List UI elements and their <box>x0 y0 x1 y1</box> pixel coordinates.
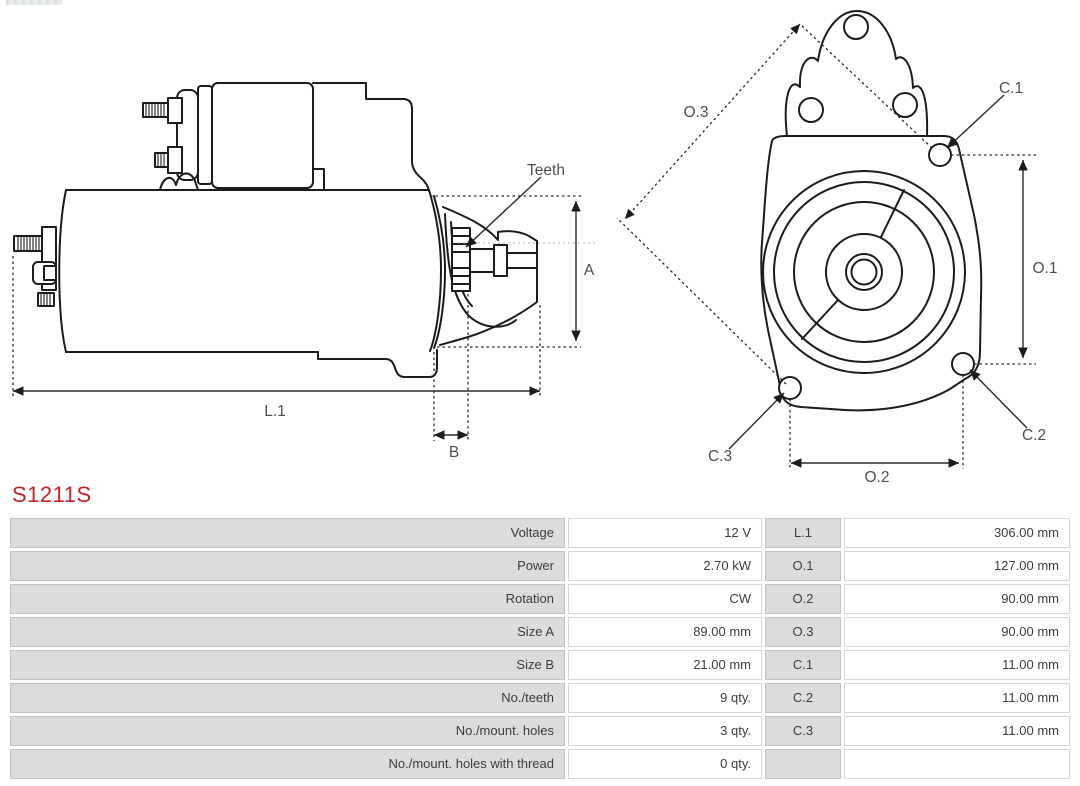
spec-row-value: 3 qty. <box>568 716 762 746</box>
spec-row-label: Size B <box>10 650 565 680</box>
dim-label-teeth: Teeth <box>527 162 565 179</box>
spec-row-dim-label: C.3 <box>765 716 841 746</box>
dim-label-a: A <box>583 262 595 279</box>
dim-label-b: B <box>448 444 460 461</box>
spec-row-label: No./mount. holes with thread <box>10 749 565 779</box>
spec-row-value: 2.70 kW <box>568 551 762 581</box>
spec-row-dim-label: O.2 <box>765 584 841 614</box>
spec-row-value: CW <box>568 584 762 614</box>
spec-row-value: 89.00 mm <box>568 617 762 647</box>
spec-row-dim-value: 90.00 mm <box>844 584 1070 614</box>
dim-label-l1: L.1 <box>264 403 286 420</box>
part-number-title: S1211S <box>12 482 92 507</box>
spec-row-dim-label <box>765 749 841 779</box>
starter-side-view <box>13 83 598 461</box>
spec-row-dim-label: C.1 <box>765 650 841 680</box>
spec-row-label: No./mount. holes <box>10 716 565 746</box>
dim-label-c3: C.3 <box>707 448 733 465</box>
spec-row-dim-value: 127.00 mm <box>844 551 1070 581</box>
dim-label-c2: C.2 <box>1021 427 1047 444</box>
spec-row-label: Rotation <box>10 584 565 614</box>
spec-row-dim-value: 11.00 mm <box>844 650 1070 680</box>
spec-row-dim-value: 90.00 mm <box>844 617 1070 647</box>
spec-row-dim-label: L.1 <box>765 518 841 548</box>
dim-label-c1: C.1 <box>998 80 1024 97</box>
spec-row-dim-value: 11.00 mm <box>844 683 1070 713</box>
spec-row-label: Size A <box>10 617 565 647</box>
spec-row-dim-value: 11.00 mm <box>844 716 1070 746</box>
dim-label-o3: O.3 <box>683 104 709 121</box>
spec-row-dim-value: 306.00 mm <box>844 518 1070 548</box>
spec-table <box>10 518 1070 779</box>
dim-label-o1: O.1 <box>1032 260 1058 277</box>
spec-row-dim-label: C.2 <box>765 683 841 713</box>
spec-row-dim-label: O.3 <box>765 617 841 647</box>
starter-front-view <box>617 11 1057 486</box>
spec-row-value: 9 qty. <box>568 683 762 713</box>
spec-row-value: 21.00 mm <box>568 650 762 680</box>
spec-row-dim-label: O.1 <box>765 551 841 581</box>
spec-row-value: 0 qty. <box>568 749 762 779</box>
spec-row-dim-value <box>844 749 1070 779</box>
dim-label-o2: O.2 <box>864 469 890 486</box>
spec-row-label: Voltage <box>10 518 565 548</box>
spec-row-value: 12 V <box>568 518 762 548</box>
spec-row-label: Power <box>10 551 565 581</box>
spec-row-label: No./teeth <box>10 683 565 713</box>
